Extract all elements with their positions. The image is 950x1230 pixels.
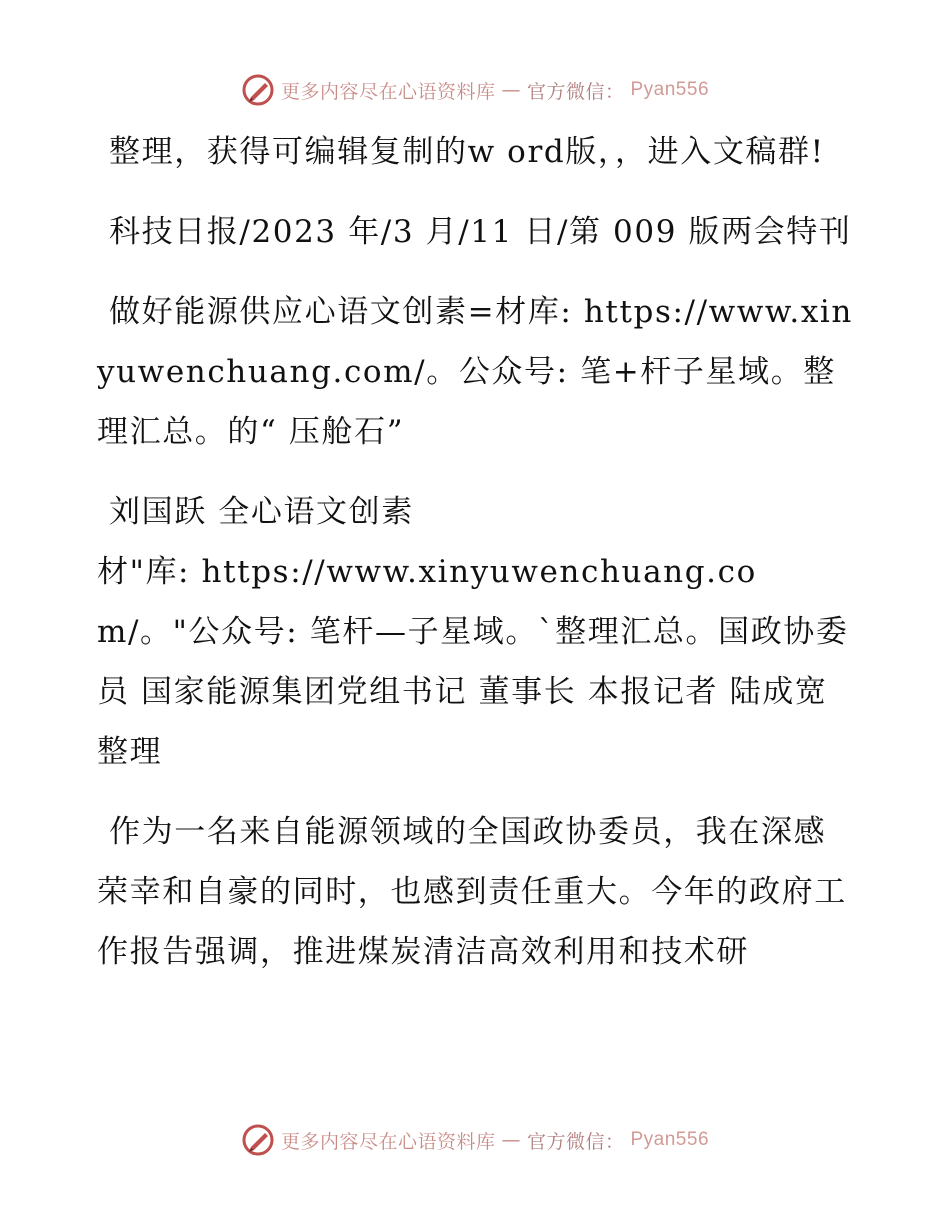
paragraph-intro-text: 整理，获得可编辑复制的w ord版，，进入文稿群! [109,134,825,170]
banner-main-text: 更多内容尽在心语资料库 [280,1130,496,1153]
paragraph-author-line [97,482,857,542]
pen-logo-icon [241,73,275,107]
banner-wechat-label: 官方微信： [526,80,625,103]
paragraph-body [97,802,857,982]
document-body [97,122,857,1002]
paragraph-source-text: 科技日报/2023 年/3 月/11 日/第 009 版两会特刊 [109,214,852,250]
pen-logo-icon [241,1123,275,1157]
header-banner [0,70,950,110]
paragraph-author-info [97,542,857,782]
paragraph-author-info-text: 材"库: https://www.xinyuwenchuang.com/。"公众号: 笔杆—子星域。`整理汇总。国政协委员 国家能源集团党组书记 董事长 本报记者 陆成宽 整理 [97,554,849,770]
paragraph-author-line-text: 刘国跃 全心语文创素 [109,494,414,530]
banner-wechat-id: Pyan556 [630,79,710,100]
banner-dash: — [501,1129,521,1151]
banner-wechat-label: 官方微信： [526,1130,625,1153]
paragraph-intro [97,122,857,182]
banner-main-text: 更多内容尽在心语资料库 [280,80,496,103]
paragraph-body-text: 作为一名来自能源领域的全国政协委员，我在深感荣幸和自豪的同时，也感到责任重大。今年的政府工作报告强调，推进煤炭清洁高效利用和技术研 [97,814,847,970]
banner-dash: — [501,79,521,101]
paragraph-source [97,202,857,262]
paragraph-headline-text: 做好能源供应心语文创素=材库: https://www.xinyuwenchuang.com/。公众号: 笔+杆子星域。整理汇总。的“ 压舱石” [97,294,853,450]
paragraph-headline [97,282,857,462]
footer-banner [0,1120,950,1160]
banner-wechat-id: Pyan556 [630,1129,710,1150]
